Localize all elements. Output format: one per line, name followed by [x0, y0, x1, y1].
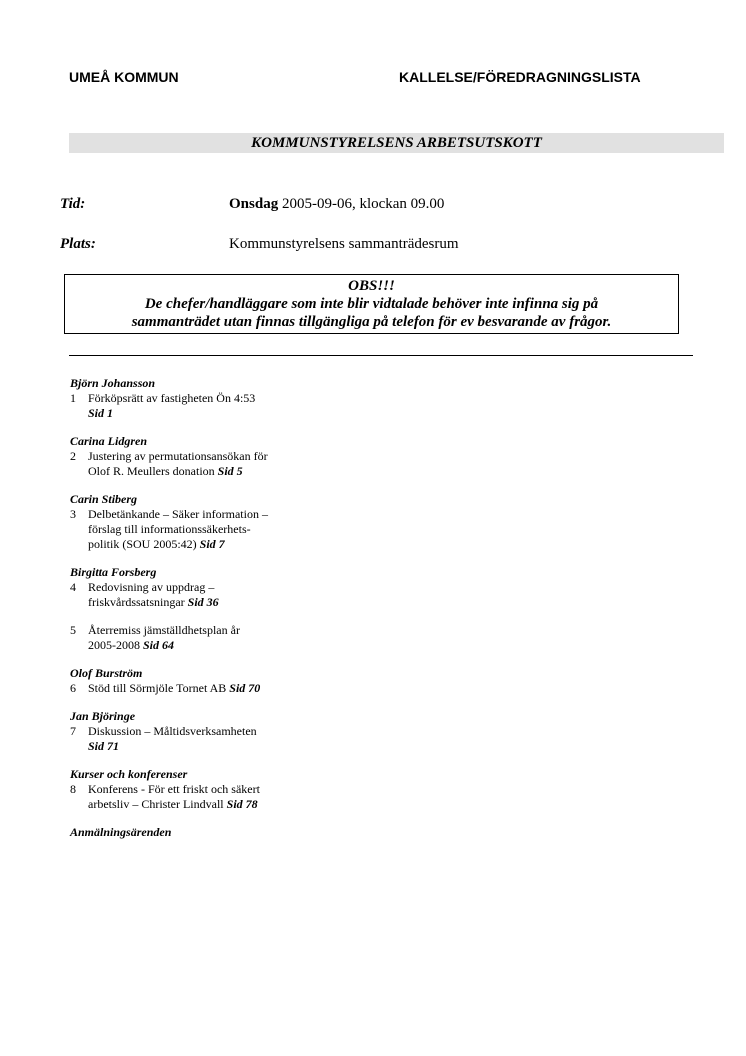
item-number: 5 [70, 623, 76, 637]
agenda-item [60, 782, 390, 812]
item-number: 6 [70, 681, 76, 695]
item-text [88, 797, 390, 812]
page-ref: Sid 5 [217, 464, 243, 478]
item-number: 7 [70, 724, 76, 738]
item-text-cont: Stöd till Sörmjöle Tornet AB [88, 681, 230, 695]
notice-line-2: sammanträdet utan finnas tillgängliga på telefon för ev besvarande av frågor. [131, 314, 612, 330]
presenter-name: Björn Johansson [70, 376, 156, 390]
document-type: KALLELSE/FÖREDRAGNINGSLISTA [399, 69, 641, 85]
divider-line [69, 355, 693, 356]
agenda-group [60, 376, 390, 421]
place-value: Kommunstyrelsens sammanträdesrum [229, 236, 459, 252]
item-text [88, 464, 390, 479]
agenda-group [60, 492, 390, 552]
presenter-name: Olof Burström [70, 666, 143, 680]
page-ref: Sid 1 [88, 406, 114, 420]
organization-name: UMEÅ KOMMUN [69, 69, 179, 85]
agenda-item [60, 623, 390, 653]
place-label: Plats: [60, 236, 96, 252]
item-text-cont: Olof R. Meullers donation [88, 464, 218, 478]
item-text: Diskussion – Måltidsverksamheten [88, 724, 257, 738]
item-text-cont: 2005-2008 [88, 638, 143, 652]
item-text-cont: friskvårdssatsningar [88, 595, 188, 609]
item-text-cont: arbetsliv – Christer Lindvall [88, 797, 227, 811]
agenda-group [60, 709, 390, 754]
presenter-name: Carin Stiberg [70, 492, 138, 506]
item-text: Justering av permutationsansökan för [88, 449, 268, 463]
time-label: Tid: [60, 196, 86, 212]
presenter-name: Jan Björinge [70, 709, 136, 723]
item-text: Redovisning av uppdrag – [88, 580, 215, 594]
agenda-group [60, 825, 390, 840]
page-ref: Sid 7 [199, 537, 225, 551]
item-text [88, 681, 390, 696]
item-number: 1 [70, 391, 76, 405]
presenter-name: Birgitta Forsberg [70, 565, 157, 579]
item-number: 3 [70, 507, 76, 521]
item-text-cont: politik (SOU 2005:42) [88, 537, 200, 551]
item-text: förslag till informationssäkerhets- [88, 522, 251, 536]
agenda-group [60, 767, 390, 812]
page-ref: Sid 64 [143, 638, 175, 652]
presenter-name: Carina Lidgren [70, 434, 148, 448]
page-ref: Sid 78 [226, 797, 258, 811]
item-number: 8 [70, 782, 76, 796]
agenda-item [60, 681, 390, 696]
item-text: Återremiss jämställdhetsplan år [88, 623, 240, 637]
agenda-item [60, 507, 390, 552]
notice-title: OBS!!! [348, 278, 395, 294]
agenda-list [60, 376, 390, 853]
item-text: Förköpsrätt av fastigheten Ön 4:53 [88, 391, 256, 405]
time-rest: 2005-09-06, klockan 09.00 [278, 196, 445, 212]
agenda-group [60, 666, 390, 696]
page-ref: Sid 36 [187, 595, 219, 609]
presenter-name: Kurser och konferenser [70, 767, 188, 781]
notice-line-1: De chefer/handläggare som inte blir vidtalade behöver inte infinna sig på [144, 296, 599, 312]
committee-title: KOMMUNSTYRELSENS ARBETSUTSKOTT [69, 133, 724, 153]
page-ref: Sid 70 [229, 681, 261, 695]
page-ref: Sid 71 [88, 739, 120, 753]
time-day: Onsdag [229, 196, 279, 212]
agenda-item [60, 580, 390, 610]
agenda-item [60, 449, 390, 479]
time-value [229, 196, 444, 213]
agenda-item [60, 724, 390, 754]
presenter-name: Anmälningsärenden [70, 825, 172, 839]
item-text [88, 638, 390, 653]
item-text: Delbetänkande – Säker information – [88, 507, 268, 521]
agenda-group [60, 434, 390, 479]
item-text: Konferens - För ett friskt och säkert [88, 782, 260, 796]
item-text [88, 595, 390, 610]
item-number: 4 [70, 580, 76, 594]
item-text [88, 537, 390, 552]
item-number: 2 [70, 449, 76, 463]
agenda-group [60, 565, 390, 653]
notice-box [64, 274, 679, 334]
agenda-item [60, 391, 390, 421]
